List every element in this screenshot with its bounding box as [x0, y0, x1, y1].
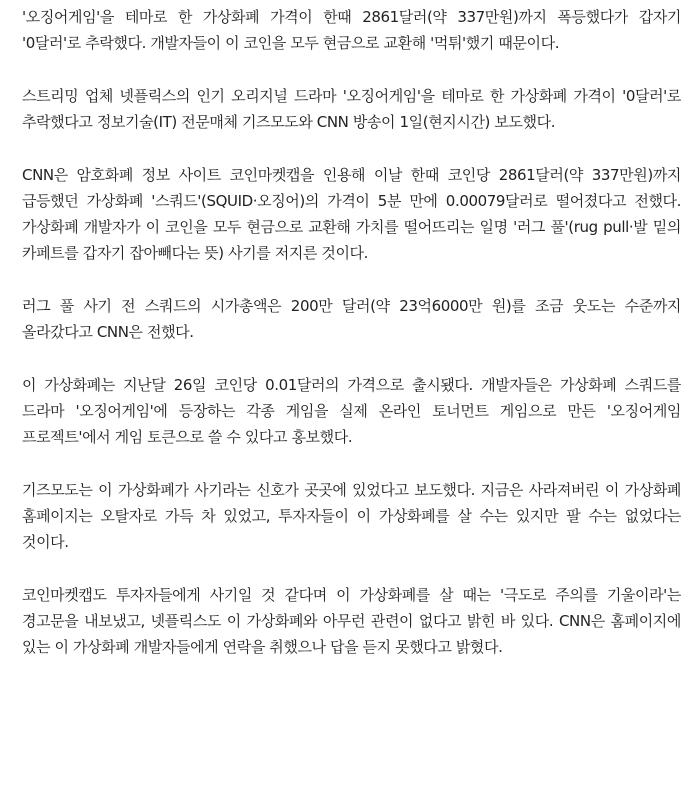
article-paragraph-5: 이 가상화폐는 지난달 26일 코인당 0.01달러의 가격으로 출시됐다. 개발자들은 가상화폐 스쿼드를 드라마 '오징어게임'에 등장하는 각종 게임을 실제 온라인 토너먼트 게임으로 만든 '오징어게임 프로젝트'에서 게임 토큰으로 쓸 수 있다고 홍보했다. [22, 376, 681, 446]
article-paragraph-3: CNN은 암호화폐 정보 사이트 코인마켓캡을 인용해 이날 한때 코인당 2861달러(약 337만원)까지 급등했던 가상화폐 '스쿼드'(SQUID·오징어)의 가격이 5분 만에 0.00079달러로 떨어졌다고 전했다. 가상화폐 개발자가 이 코인을 모두 현금으로 교환해 가치를 떨어뜨리는 일명 '러그 풀'(rug pull·발 밑의 카페트를 갑자기 잡아빼다는 뜻) 사기를 저지른 것이다. [22, 166, 681, 262]
article-paragraph-7: 코인마켓캡도 투자자들에게 사기일 것 같다며 이 가상화폐를 살 때는 '극도로 주의를 기울이라'는 경고문을 내보냈고, 넷플릭스도 이 가상화폐와 아무런 관련이 없다고 밝힌 바 있다. CNN은 홈페이지에 있는 이 가상화폐 개발자들에게 연락을 취했으나 답을 듣지 못했다고 밝혔다. [22, 586, 681, 656]
article-paragraph-4: 러그 풀 사기 전 스쿼드의 시가총액은 200만 달러(약 23억6000만 원)를 조금 웃도는 수준까지 올라갔다고 CNN은 전했다. [22, 297, 681, 341]
article-paragraph-1: '오징어게임'을 테마로 한 가상화폐 가격이 한때 2861달러(약 337만원)까지 폭등했다가 갑자기 '0달러'로 추락했다. 개발자들이 이 코인을 모두 현금으로 교환해 '먹튀'했기 때문이다. [22, 8, 681, 52]
article-paragraph-6: 기즈모도는 이 가상화폐가 사기라는 신호가 곳곳에 있었다고 보도했다. 지금은 사라져버린 이 가상화폐 홈페이지는 오탈자로 가득 차 있었고, 투자자들이 이 가상화폐를 살 수는 있지만 팔 수는 없었다는 것이다. [22, 481, 681, 551]
article-paragraph-2: 스트리밍 업체 넷플릭스의 인기 오리지널 드라마 '오징어게임'을 테마로 한 가상화폐 가격이 '0달러'로 추락했다고 정보기술(IT) 전문매체 기즈모도와 CNN 방송이 1일(현지시간) 보도했다. [22, 87, 681, 131]
